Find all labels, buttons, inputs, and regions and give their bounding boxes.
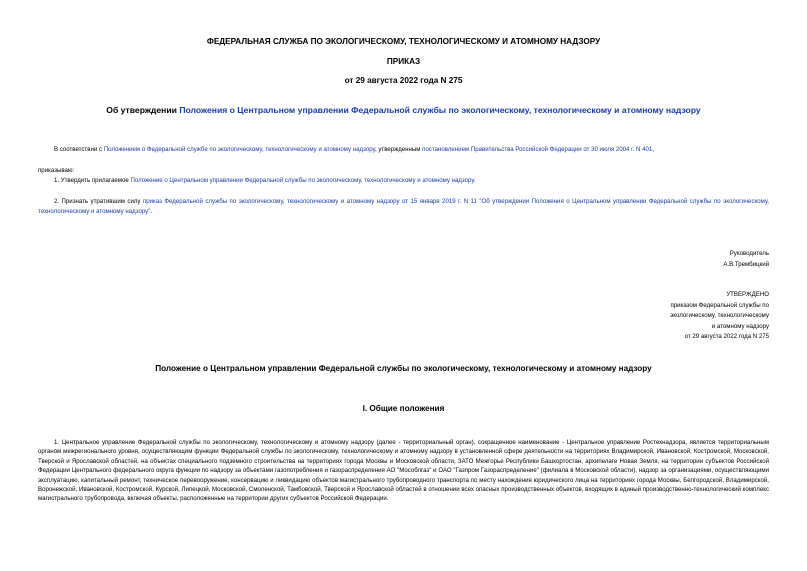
approval-line-2: экологическому, технологическому [670,312,769,319]
order-title [0,105,807,115]
section-1-paragraph-1: 1. Центральное управление Федеральной службы по экологическому, технологическому и атомному надзору (далее - территориальный орган), сокращенное наименование - Центральное управление Ростехнадзора, является территориальным органом межрегионального уровня, осуществляющим функции Федеральной службы по экологическому, технологическому и атомному надзору в установленной сфере деятельности на территориях Владимирской, Ивановской, Костромской, Московской, Тверской и Ярославской областей, на объектах специального подземного строительства на территориях города Москвы и Московской области, ЗАТО Межгорье Республики Башкортостан, архипелаге Новая Земля, на территории субъектов Российской Федерации Центрального федерального округа функции по надзору за объектами газопотребления и газораспределения АО "Мособлгаз" и ОАО "Газпром Газораспределение" (филиала в Московской области), надзор за организациями, осуществляющими эксплуатацию, капитальный ремонт, техническое перевооружение, консервацию и ликвидацию объектов магистрального трубопроводного транспорта по месту нахождения юридического лица на территориях города Москвы, Белгородской, Владимирской, Воронежской, Ивановской, Костромской, Курской, Липецкой, Московской, Смоленской, Тамбовской, Тверской и Ярославской областей в отношении всех опасных производственных объектов, входящих в единый производственно-технологический комплекс магистрального трубопровода, включая объекты, расположенные на территории других субъектов Российской Федерации. [38,439,769,503]
preamble [54,145,774,155]
preamble-text-1: В соответствии с [54,146,104,153]
signature-block [723,249,769,270]
section-1-title: I. Общие положения [362,404,445,413]
item-1-link[interactable]: Положение о Центральном управлении Федеральной службы по экологическому, технологическому и атомному надзору [130,177,474,184]
item-1-end: . [473,177,476,184]
order-title-link[interactable]: Положения о Центральном управлении Федеральной службы по экологическому, технологическому и атомному надзору [179,105,701,115]
approval-line-4: от 29 августа 2022 года N 275 [684,333,769,340]
approval-line-3: и атомному надзору [711,322,769,330]
item-2 [38,197,769,217]
item-1 [54,176,774,186]
preamble-text-2: , утвержденным [374,146,423,153]
order-date-number: от 29 августа 2022 года N 275 [344,76,463,85]
signature-name: А.В.Трембицкий [723,260,769,268]
doc-type-heading: ПРИКАЗ [386,57,421,66]
regulation-title: Положение о Центральном управлении Федеральной службы по экологическому, технологическому и атомному надзору [155,364,652,373]
approval-word: УТВЕРЖДЕНО [726,291,769,298]
approval-block [670,290,769,343]
preamble-link-decree[interactable]: постановлением Правительства Российской Федерации от 30 июля 2004 г. N 401 [422,146,653,153]
approval-line-1: приказом Федеральной службы по [670,301,769,309]
order-title-prefix: Об утверждении [106,105,180,115]
item-2-text: 2. Признать утратившим силу [54,198,143,205]
agency-heading: ФЕДЕРАЛЬНАЯ СЛУЖБА ПО ЭКОЛОГИЧЕСКОМУ, ТЕХНОЛОГИЧЕСКОМУ И АТОМНОМУ НАДЗОРУ [206,37,601,46]
item-2-link[interactable]: приказ Федеральной службы по экологическому, технологическому и атомному надзору от 15 января 2019 г. N 11 "Об утверждении Положения о Центральном управлении Федеральной службы по экологическому, технологическому и атомному надзору" [38,198,770,215]
preamble-link-regulation[interactable]: Положением о Федеральной службе по экологическому, технологическому и атомному надзору [103,146,375,153]
item-2-end: . [150,208,153,215]
preamble-text-3: , [652,146,655,153]
order-word: приказываю: [38,167,75,174]
signature-position: Руководитель [729,250,769,257]
item-1-text: 1. Утвердить прилагаемое [54,177,131,184]
